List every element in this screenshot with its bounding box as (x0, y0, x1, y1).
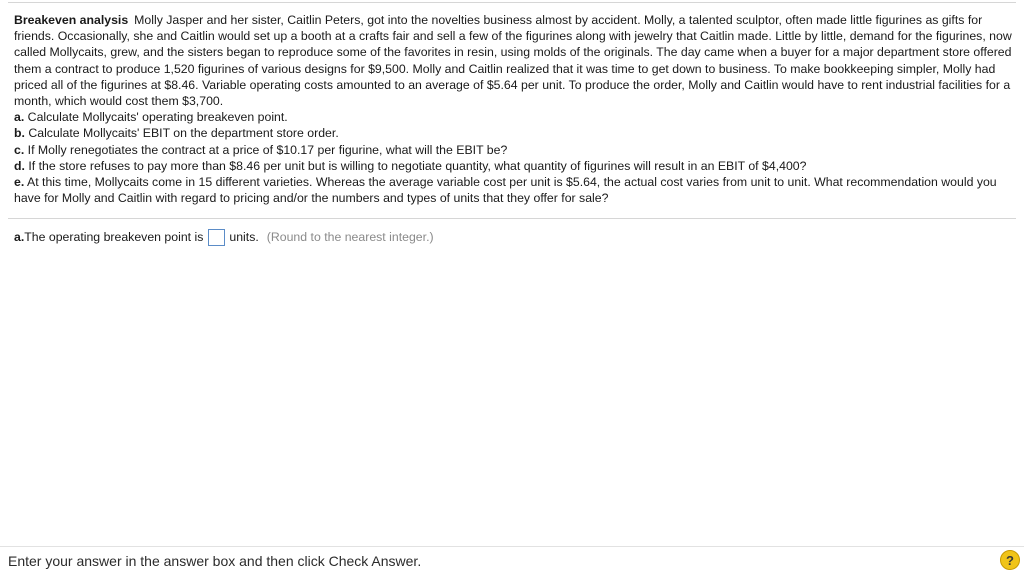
footer-divider (0, 546, 1024, 547)
question-b (14, 125, 1012, 141)
rounding-hint: (Round to the nearest integer.) (266, 230, 434, 244)
question-a-label: a. (14, 110, 25, 125)
question-a-text: Calculate Mollycaits' operating breakeven point. (24, 110, 288, 125)
question-b-label: b. (14, 126, 25, 141)
problem-statement (14, 12, 1012, 206)
question-e (14, 174, 1012, 206)
problem-intro-paragraph (14, 12, 1012, 109)
problem-intro-text: Molly Jasper and her sister, Caitlin Peters, got into the novelties business almost by accident. Molly, a talented sculptor, often made little figurines as gifts for friends. Occasionally, she and Caitlin would set up a booth at a crafts fair and sell a few of the figurines along with jewelry that Caitlin made. Little by little, demand for the figurines, now called Mollycaits, grew, and the sisters began to reproduce some of the favorites in resin, using molds of the originals. The day came when a buyer for a major department store offered them a contract to produce 1,520 figurines of various designs for $9,500. Molly and Caitlin realized that it was time to get down to business. To make bookkeeping simpler, Molly had priced all of the figurines at $8.46. Variable operating costs amounted to an average of $5.64 per unit. To produce the order, Molly and Caitlin would have to rent industrial facilities for a month, which would cost them $3,700. (14, 13, 1012, 109)
question-e-text: At this time, Mollycaits come in 15 different varieties. Whereas the average variable cost per unit is $5.64, the actual cost varies from unit to unit. What recommendation would you have for Molly and Caitlin with regard to pricing and/or the numbers and types of units that they offer for sale? (14, 175, 997, 206)
question-d (14, 158, 1012, 174)
problem-title: Breakeven analysis (14, 13, 129, 27)
top-divider (8, 2, 1016, 3)
question-mark-icon: ? (1006, 552, 1014, 568)
help-button[interactable] (1000, 550, 1020, 570)
breakeven-answer-input[interactable] (208, 229, 225, 246)
question-c-text: If Molly renegotiates the contract at a price of $10.17 per figurine, what will the EBIT be? (24, 142, 508, 157)
question-a (14, 109, 1012, 125)
question-c (14, 142, 1012, 158)
question-e-label: e. (14, 175, 25, 190)
question-b-text: Calculate Mollycaits' EBIT on the department store order. (24, 126, 339, 141)
answer-part-label: a. (14, 230, 25, 244)
answer-row (14, 227, 434, 247)
section-divider (8, 218, 1016, 219)
answer-units-text: units. (229, 230, 259, 244)
answer-prefix-text: The operating breakeven point is (24, 230, 204, 244)
question-d-text: If the store refuses to pay more than $8.46 per unit but is willing to negotiate quantity, what quantity of figurines will result in an EBIT of $4,400? (24, 158, 807, 173)
footer-instruction: Enter your answer in the answer box and then click Check Answer. (8, 553, 422, 569)
question-d-label: d. (14, 158, 25, 173)
question-c-label: c. (14, 142, 25, 157)
